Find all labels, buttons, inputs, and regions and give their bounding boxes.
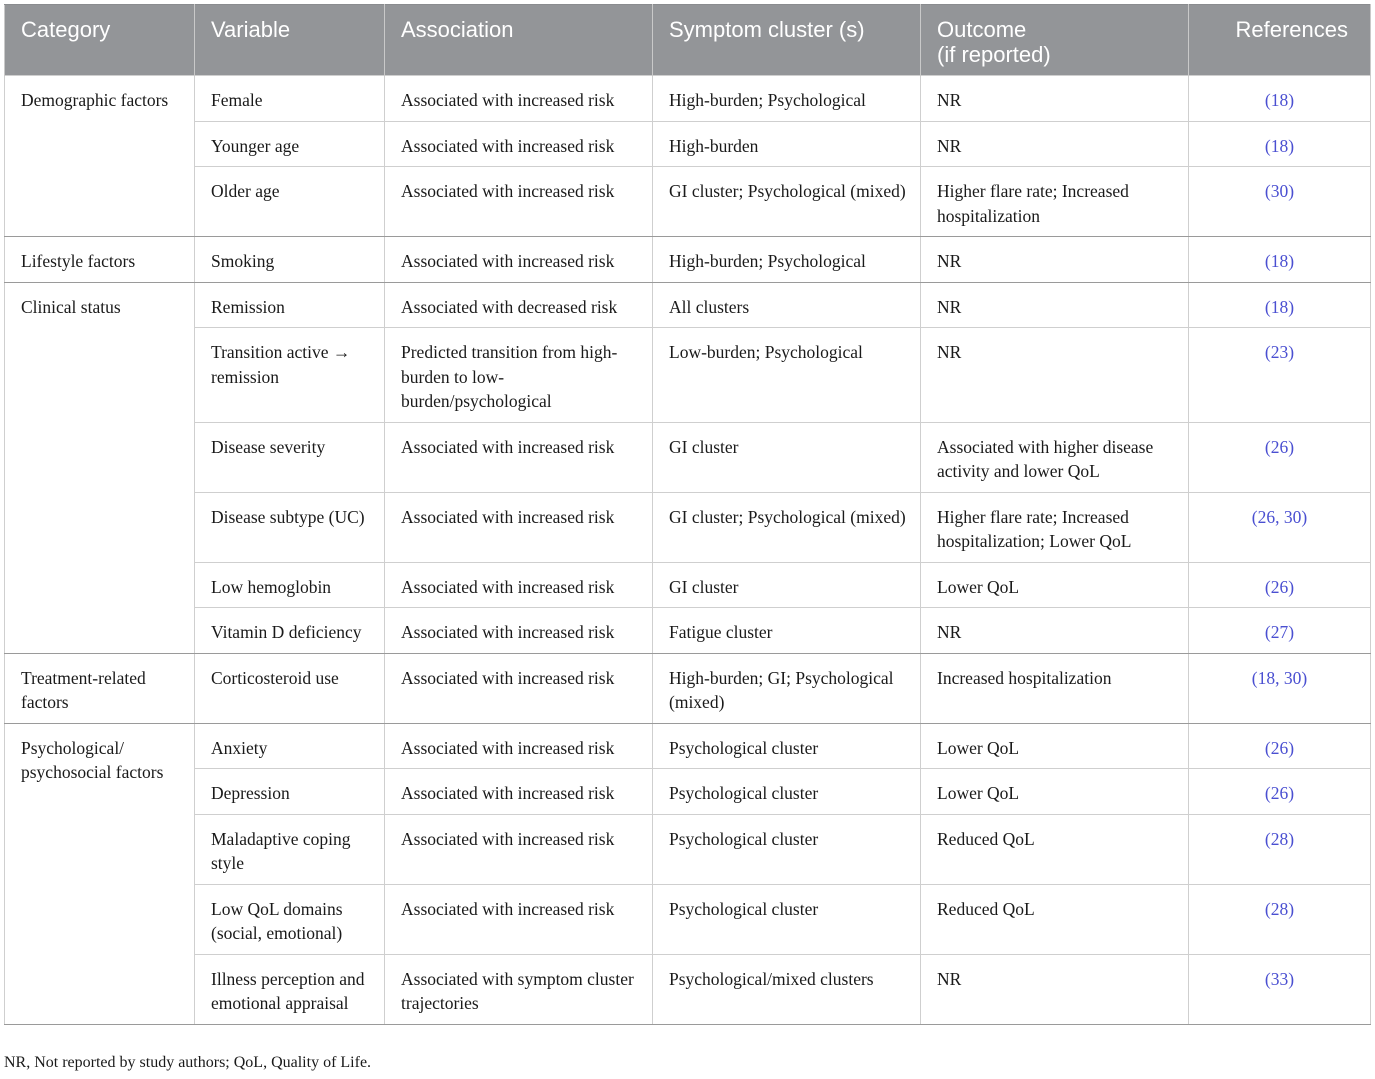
variable-cell: Low hemoglobin: [195, 562, 385, 608]
table-row: [5, 237, 1371, 283]
table-row: [5, 121, 1371, 167]
reference-link[interactable]: 27: [1270, 622, 1289, 642]
variable-cell: Disease subtype (UC): [195, 492, 385, 562]
references-cell: (18): [1189, 121, 1371, 167]
outcome-cell: NR: [921, 328, 1189, 423]
variable-cell: Anxiety: [195, 723, 385, 769]
outcome-cell: Higher flare rate; Increased hospitalization; Lower QoL: [921, 492, 1189, 562]
reference-link[interactable]: 28: [1270, 898, 1289, 919]
reference-link[interactable]: 26: [1257, 506, 1276, 527]
reference-link[interactable]: 26: [1270, 436, 1289, 457]
association-cell: Associated with increased risk: [385, 769, 653, 815]
header-references: References: [1189, 5, 1371, 76]
reference-link[interactable]: 26: [1270, 783, 1289, 803]
association-cell: Associated with increased risk: [385, 723, 653, 769]
references-cell: (26): [1189, 422, 1371, 492]
table-body: [5, 76, 1371, 1025]
table-row: [5, 282, 1371, 328]
references-cell: (33): [1189, 954, 1371, 1024]
references-cell: (23): [1189, 328, 1371, 423]
variable-cell: Vitamin D deficiency: [195, 608, 385, 654]
association-cell: Associated with increased risk: [385, 76, 653, 122]
symptom-cluster-cell: High-burden; GI; Psychological (mixed): [653, 653, 921, 723]
table-footnote: NR, Not reported by study authors; QoL, Quality of Life.: [4, 1054, 372, 1071]
category-cell: Lifestyle factors: [5, 237, 195, 283]
symptom-cluster-cell: Fatigue cluster: [653, 608, 921, 654]
symptom-cluster-cell: GI cluster; Psychological (mixed): [653, 492, 921, 562]
association-cell: Associated with increased risk: [385, 422, 653, 492]
references-cell: (18): [1189, 237, 1371, 283]
outcome-cell: NR: [921, 237, 1189, 283]
association-cell: Associated with symptom cluster trajectories: [385, 954, 653, 1024]
table-row: [5, 814, 1371, 884]
header-row: [5, 5, 1371, 76]
symptom-cluster-cell: Psychological cluster: [653, 814, 921, 884]
table-row: [5, 653, 1371, 723]
association-cell: Associated with increased risk: [385, 167, 653, 237]
variable-cell: Corticosteroid use: [195, 653, 385, 723]
symptom-cluster-cell: GI cluster; Psychological (mixed): [653, 167, 921, 237]
factors-table: [4, 4, 1371, 1025]
association-cell: Associated with decreased risk: [385, 282, 653, 328]
table-row: [5, 328, 1371, 423]
references-cell: (26, 30): [1189, 492, 1371, 562]
variable-cell: Female: [195, 76, 385, 122]
category-cell: Treatment-related factors: [5, 653, 195, 723]
variable-cell: Smoking: [195, 237, 385, 283]
variable-cell: Older age: [195, 167, 385, 237]
reference-link[interactable]: 33: [1270, 968, 1289, 989]
header-outcome: Outcome (if reported): [921, 5, 1189, 76]
association-cell: Associated with increased risk: [385, 884, 653, 954]
association-cell: Associated with increased risk: [385, 608, 653, 654]
references-cell: (26): [1189, 562, 1371, 608]
association-cell: Predicted transition from high-burden to low-burden/psychological: [385, 328, 653, 423]
reference-link[interactable]: 30: [1270, 181, 1289, 201]
outcome-cell: Increased hospitalization: [921, 653, 1189, 723]
symptom-cluster-cell: High-burden: [653, 121, 921, 167]
association-cell: Associated with increased risk: [385, 237, 653, 283]
symptom-cluster-cell: High-burden; Psychological: [653, 237, 921, 283]
association-cell: Associated with increased risk: [385, 653, 653, 723]
variable-cell: Remission: [195, 282, 385, 328]
references-cell: (26): [1189, 769, 1371, 815]
category-cell: Psychological/ psychosocial factors: [5, 723, 195, 1024]
references-cell: (28): [1189, 814, 1371, 884]
symptom-cluster-cell: Psychological cluster: [653, 884, 921, 954]
references-cell: (27): [1189, 608, 1371, 654]
symptom-cluster-cell: Low-burden; Psychological: [653, 328, 921, 423]
outcome-cell: Lower QoL: [921, 769, 1189, 815]
reference-link[interactable]: 18: [1270, 135, 1289, 156]
variable-cell: Illness perception and emotional appraisal: [195, 954, 385, 1024]
table-row: [5, 723, 1371, 769]
outcome-cell: Lower QoL: [921, 723, 1189, 769]
table-row: [5, 562, 1371, 608]
references-cell: (18): [1189, 76, 1371, 122]
association-cell: Associated with increased risk: [385, 492, 653, 562]
variable-cell: Maladaptive coping style: [195, 814, 385, 884]
association-cell: Associated with increased risk: [385, 562, 653, 608]
reference-link[interactable]: 18: [1257, 667, 1276, 688]
outcome-cell: NR: [921, 282, 1189, 328]
outcome-cell: NR: [921, 121, 1189, 167]
table-row: [5, 954, 1371, 1024]
symptom-cluster-cell: Psychological/mixed clusters: [653, 954, 921, 1024]
outcome-cell: Lower QoL: [921, 562, 1189, 608]
references-cell: (18): [1189, 282, 1371, 328]
references-cell: (30): [1189, 167, 1371, 237]
variable-cell: Low QoL domains (social, emotional): [195, 884, 385, 954]
reference-link[interactable]: 26: [1270, 737, 1289, 758]
reference-link[interactable]: 30: [1283, 506, 1302, 527]
category-cell: Demographic factors: [5, 76, 195, 237]
outcome-cell: Reduced QoL: [921, 814, 1189, 884]
header-association: Association: [385, 5, 653, 76]
variable-cell: Transition active → remission: [195, 328, 385, 423]
table-row: [5, 884, 1371, 954]
variable-cell: Younger age: [195, 121, 385, 167]
table-row: [5, 608, 1371, 654]
outcome-cell: NR: [921, 608, 1189, 654]
variable-cell: Disease severity: [195, 422, 385, 492]
header-symptom-cluster: Symptom cluster (s): [653, 5, 921, 76]
symptom-cluster-cell: GI cluster: [653, 562, 921, 608]
symptom-cluster-cell: High-burden; Psychological: [653, 76, 921, 122]
association-cell: Associated with increased risk: [385, 121, 653, 167]
references-cell: (26): [1189, 723, 1371, 769]
association-cell: Associated with increased risk: [385, 814, 653, 884]
table-row: [5, 167, 1371, 237]
reference-link[interactable]: 18: [1270, 296, 1289, 317]
table-row: [5, 769, 1371, 815]
references-cell: (18, 30): [1189, 653, 1371, 723]
outcome-cell: Reduced QoL: [921, 884, 1189, 954]
outcome-cell: NR: [921, 76, 1189, 122]
table-row: [5, 492, 1371, 562]
outcome-cell: NR: [921, 954, 1189, 1024]
symptom-cluster-cell: GI cluster: [653, 422, 921, 492]
variable-cell: Depression: [195, 769, 385, 815]
header-variable: Variable: [195, 5, 385, 76]
reference-link[interactable]: 30: [1283, 667, 1302, 688]
header-category: Category: [5, 5, 195, 76]
reference-link[interactable]: 18: [1270, 251, 1289, 271]
table-row: [5, 76, 1371, 122]
reference-link[interactable]: 26: [1270, 576, 1289, 597]
reference-link[interactable]: 28: [1270, 828, 1289, 849]
symptom-cluster-cell: Psychological cluster: [653, 723, 921, 769]
references-cell: (28): [1189, 884, 1371, 954]
symptom-cluster-cell: Psychological cluster: [653, 769, 921, 815]
outcome-cell: Associated with higher disease activity and lower QoL: [921, 422, 1189, 492]
reference-link[interactable]: 18: [1270, 90, 1289, 110]
reference-link[interactable]: 23: [1270, 342, 1289, 362]
category-cell: Clinical status: [5, 282, 195, 653]
outcome-cell: Higher flare rate; Increased hospitalization: [921, 167, 1189, 237]
table-row: [5, 422, 1371, 492]
symptom-cluster-cell: All clusters: [653, 282, 921, 328]
